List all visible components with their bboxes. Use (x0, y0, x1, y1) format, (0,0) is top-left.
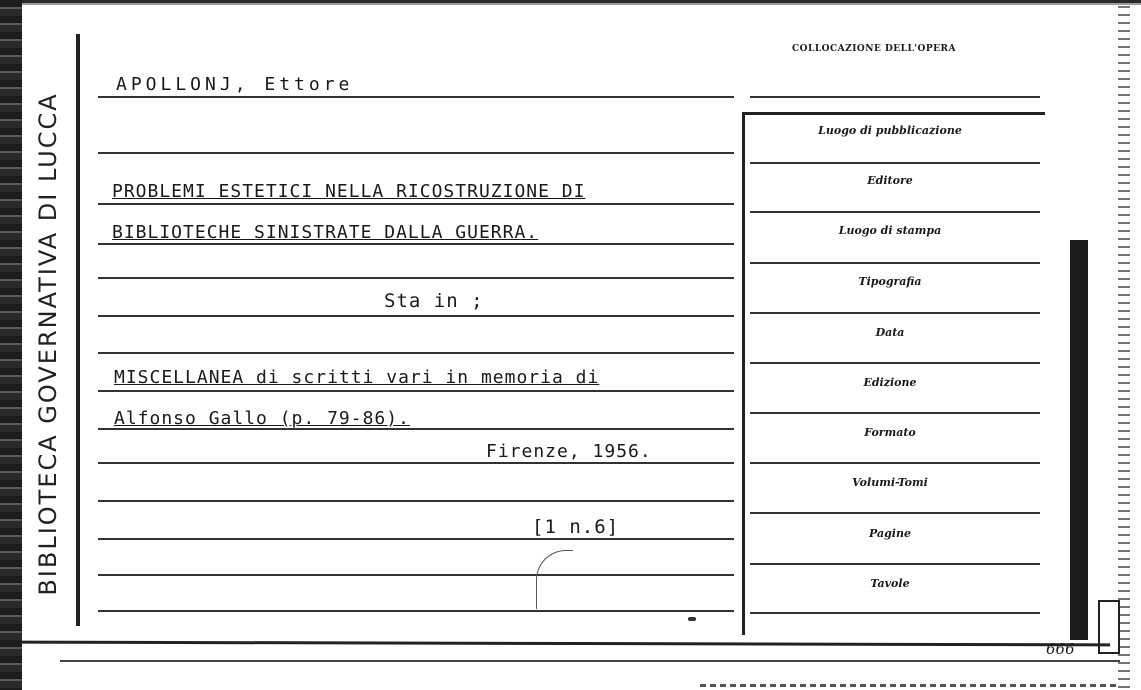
ruled-line (98, 152, 734, 154)
card-top-edge (0, 0, 1141, 10)
ruled-line (98, 462, 734, 464)
ruled-line (98, 243, 734, 245)
place-year: Firenze, 1956. (486, 441, 652, 462)
field-rule (750, 412, 1040, 414)
field-rule (750, 462, 1040, 464)
field-edizione: Edizione (863, 376, 917, 389)
card-right-edge (1118, 0, 1130, 690)
ruled-line (98, 538, 734, 540)
collocazione-header-rule (750, 96, 1040, 98)
field-rule (750, 262, 1040, 264)
collocazione-header: COLLOCAZIONE DELL'OPERA (792, 44, 956, 54)
title-line-1: PROBLEMI ESTETICI NELLA RICOSTRUZIONE DI (112, 181, 586, 202)
field-rule (750, 362, 1040, 364)
field-luogo-pubblicazione: Luogo di pubblicazione (818, 124, 962, 137)
card-bottom-edge (0, 640, 1141, 690)
collocazione-panel (742, 112, 1045, 635)
field-editore: Editore (867, 174, 913, 187)
library-separator (76, 34, 80, 626)
ruled-line (98, 390, 734, 392)
field-rule (750, 612, 1040, 614)
ruled-line (98, 277, 734, 279)
field-tipografia: Tipografia (858, 275, 922, 288)
field-rule (750, 312, 1040, 314)
ruled-line (98, 203, 734, 205)
ruled-line (98, 352, 734, 354)
sta-in-label: Sta in ; (384, 290, 484, 312)
field-luogo-stampa: Luogo di stampa (838, 224, 942, 237)
ruled-line (98, 500, 734, 502)
field-rule (750, 512, 1040, 514)
field-formato: Formato (864, 426, 916, 439)
author: APOLLONJ, Ettore (116, 74, 354, 95)
source-line-2: Alfonso Gallo (p. 79-86). (114, 408, 410, 429)
title-line-2: BIBLIOTECHE SINISTRATE DALLA GUERRA. (112, 222, 539, 243)
ruled-line (98, 96, 734, 98)
volume-reference: [1 n.6] (532, 516, 620, 538)
ruled-line (98, 574, 734, 576)
field-pagine: Pagine (869, 527, 911, 540)
source-line-1: MISCELLANEA di scritti vari in memoria di (114, 367, 600, 388)
ruled-line (98, 610, 734, 612)
card-right-bar (1070, 240, 1088, 640)
card-left-edge (0, 0, 22, 690)
field-rule (750, 211, 1040, 213)
pencil-mark (536, 550, 573, 609)
ruled-line (98, 315, 734, 317)
handwritten-note: 666 (1046, 640, 1075, 658)
ink-dot (688, 617, 696, 621)
field-rule (750, 563, 1040, 565)
field-data: Data (875, 326, 905, 339)
field-tavole: Tavole (870, 577, 910, 590)
field-volumi-tomi: Volumi-Tomi (852, 476, 928, 489)
field-rule (750, 162, 1040, 164)
library-name: BIBLIOTECA GOVERNATIVA DI LUCCA (34, 92, 62, 596)
